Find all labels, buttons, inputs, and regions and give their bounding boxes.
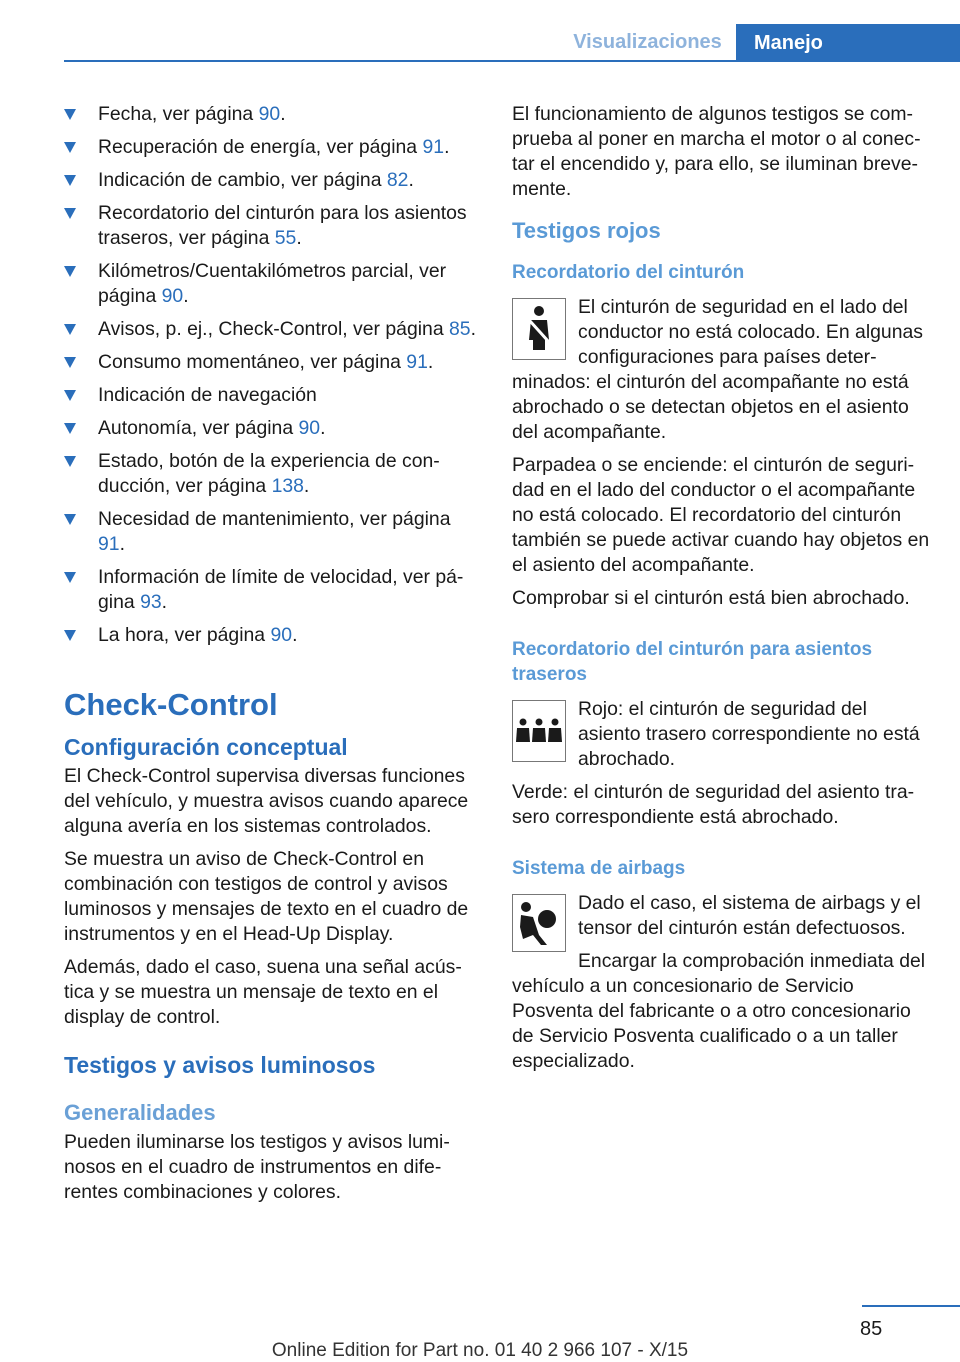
list-item-text: Recordatorio del cinturón para los asientos traseros, ver página — [98, 202, 467, 249]
heading-testigos-rojos: Testigos rojos — [512, 218, 661, 243]
list-item-tail: . — [320, 417, 326, 439]
list-item-tail: . — [183, 285, 189, 307]
tab-visualizaciones[interactable]: Visualizaciones — [573, 30, 722, 53]
list-item-tail: . — [444, 136, 450, 158]
paragraph: Además, dado el caso, suena una señal acústica y se muestra un mensaje de texto en el display de control. — [64, 956, 462, 1028]
list-item — [64, 135, 480, 160]
list-item — [64, 350, 480, 375]
bullet-triangle-icon — [64, 514, 76, 525]
page-number: 85 — [860, 1318, 883, 1340]
page-link[interactable]: 93 — [140, 591, 162, 613]
list-item-tail: . — [292, 624, 298, 646]
page-link[interactable]: 138 — [271, 475, 304, 497]
list-item-tail: . — [303, 475, 310, 497]
heading-recordatorio-cinturon: Recordatorio del cinturón — [512, 262, 745, 283]
heading-configuracion: Configuración conceptual — [64, 734, 348, 760]
bullet-triangle-icon — [64, 357, 76, 368]
list-item-text: Información de límite de velocidad, ver página — [98, 566, 464, 613]
list-item-text: La hora, ver página — [98, 624, 271, 646]
bullet-triangle-icon — [64, 390, 76, 401]
paragraph: Rojo: el cinturón de seguridad del asiento trasero correspondiente no está abrochado. — [578, 698, 920, 770]
page-link[interactable]: 90 — [270, 624, 293, 646]
paragraph: El cinturón de seguridad en el lado del conductor no está colocado. En algunas configuraciones para países determinados: el cinturón del acompañante no está abrochado o se detectan objetos en el asiento del acompañante. — [512, 296, 923, 443]
page-link[interactable]: 85 — [449, 318, 471, 340]
list-item-tail: . — [470, 318, 476, 340]
bullet-triangle-icon — [64, 324, 76, 335]
list-item-tail: . — [296, 227, 302, 249]
list-item-text: Estado, botón de la experiencia de conducción, ver página — [98, 450, 440, 497]
list-item-text: Autonomía, ver página — [98, 417, 299, 439]
list-item — [64, 416, 480, 441]
page-link[interactable]: 91 — [422, 136, 445, 158]
list-item-text: Fecha, ver página — [98, 103, 259, 125]
bullet-triangle-icon — [64, 266, 76, 277]
belt-warning-block — [512, 295, 930, 445]
airbag-icon — [512, 894, 566, 952]
left-column — [64, 102, 480, 1213]
bullet-triangle-icon — [64, 630, 76, 641]
bullet-triangle-icon — [64, 109, 76, 120]
list-item-text: Indicación de navegación — [98, 384, 317, 406]
page-link[interactable]: 91 — [98, 533, 120, 555]
rear-seatbelt-icon — [512, 700, 566, 762]
right-column — [512, 102, 930, 1082]
page-link[interactable]: 55 — [274, 227, 297, 249]
page-link[interactable]: 90 — [258, 103, 281, 125]
heading-testigos: Testigos y avisos luminosos — [64, 1052, 376, 1078]
airbag-block — [512, 891, 930, 1074]
feature-list — [64, 102, 480, 648]
list-item-tail: . — [119, 533, 125, 555]
list-item — [64, 317, 480, 342]
heading-airbags: Sistema de airbags — [512, 858, 686, 879]
list-item-tail: . — [161, 591, 168, 613]
list-item-text: Indicación de cambio, ver página — [98, 169, 387, 191]
bullet-triangle-icon — [64, 456, 76, 467]
paragraph: Verde: el cinturón de seguridad del asiento trasero correspondiente está abrochado. — [512, 781, 915, 828]
list-item — [64, 383, 480, 408]
paragraph: El Check-Control supervisa diversas funciones del vehículo, y muestra avisos cuando aparece alguna avería en los sistemas controlados. — [64, 765, 469, 837]
list-item-text: Avisos, p. ej., Check-Control, ver página — [98, 318, 449, 340]
paragraph: Se muestra un aviso de Check-Control en combinación con testigos de control y avisos luminosos y mensajes de texto en el cuadro de instrumentos y en el Head-Up Display. — [64, 848, 469, 945]
page-link[interactable]: 91 — [406, 351, 428, 373]
section-title: Check-Control — [64, 687, 278, 722]
list-item-text: Consumo momentáneo, ver página — [98, 351, 407, 373]
list-item — [64, 201, 480, 251]
page-link[interactable]: 82 — [386, 169, 409, 191]
bullet-triangle-icon — [64, 175, 76, 186]
list-item-tail: . — [280, 103, 286, 125]
list-item-tail: . — [408, 169, 414, 191]
page-number-rule — [862, 1305, 960, 1307]
list-item — [64, 565, 480, 615]
paragraph: Pueden iluminarse los testigos y avisos luminosos en el cuadro de instrumentos en diferentes combinaciones y colores. — [64, 1131, 450, 1203]
list-item — [64, 102, 480, 127]
list-item — [64, 168, 480, 193]
list-item-text: Kilómetros/Cuentakilómetros parcial, ver página — [98, 260, 447, 307]
tab-manejo[interactable]: Manejo — [736, 24, 960, 62]
header-rule — [64, 60, 960, 62]
bullet-triangle-icon — [64, 142, 76, 153]
heading-generalidades: Generalidades — [64, 1100, 216, 1125]
list-item — [64, 449, 480, 499]
page-link[interactable]: 90 — [298, 417, 321, 439]
footer-edition: Online Edition for Part no. 01 40 2 966 107 - X/15 — [271, 1340, 689, 1361]
paragraph: Dado el caso, el sistema de airbags y el tensor del cinturón están defectuosos. — [578, 892, 921, 939]
paragraph: Comprobar si el cinturón está bien abrochado. — [512, 587, 910, 609]
bullet-triangle-icon — [64, 423, 76, 434]
seatbelt-icon — [512, 298, 566, 360]
bullet-triangle-icon — [64, 208, 76, 219]
page-header — [0, 0, 960, 62]
paragraph: Encargar la comprobación inmediata del vehículo a un concesionario de Servicio Posventa del fabricante o a otro concesionario de Servicio Posventa cualificado o a un taller especializado. — [512, 950, 926, 1072]
list-item — [64, 507, 480, 557]
list-item — [64, 623, 480, 648]
list-item — [64, 259, 480, 309]
list-item-tail: . — [427, 351, 434, 373]
bullet-triangle-icon — [64, 572, 76, 583]
paragraph: El funcionamiento de algunos testigos se comprueba al poner en marcha el motor o al conectar el encendido y, para ello, se iluminan brevemente. — [512, 103, 921, 200]
heading-recordatorio-traseros: Recordatorio del cinturón para asientos traseros — [512, 639, 873, 685]
page-link[interactable]: 90 — [161, 285, 184, 307]
list-item-text: Recuperación de energía, ver página — [98, 136, 423, 158]
paragraph: Parpadea o se enciende: el cinturón de seguridad en el lado del conductor o el acompañante no está colocado. El recordatorio del cinturón también se puede activar cuando hay objetos en el asiento del acompañante. — [512, 454, 930, 576]
list-item-text: Necesidad de mantenimiento, ver página — [98, 508, 451, 530]
rear-belt-block — [512, 697, 930, 772]
